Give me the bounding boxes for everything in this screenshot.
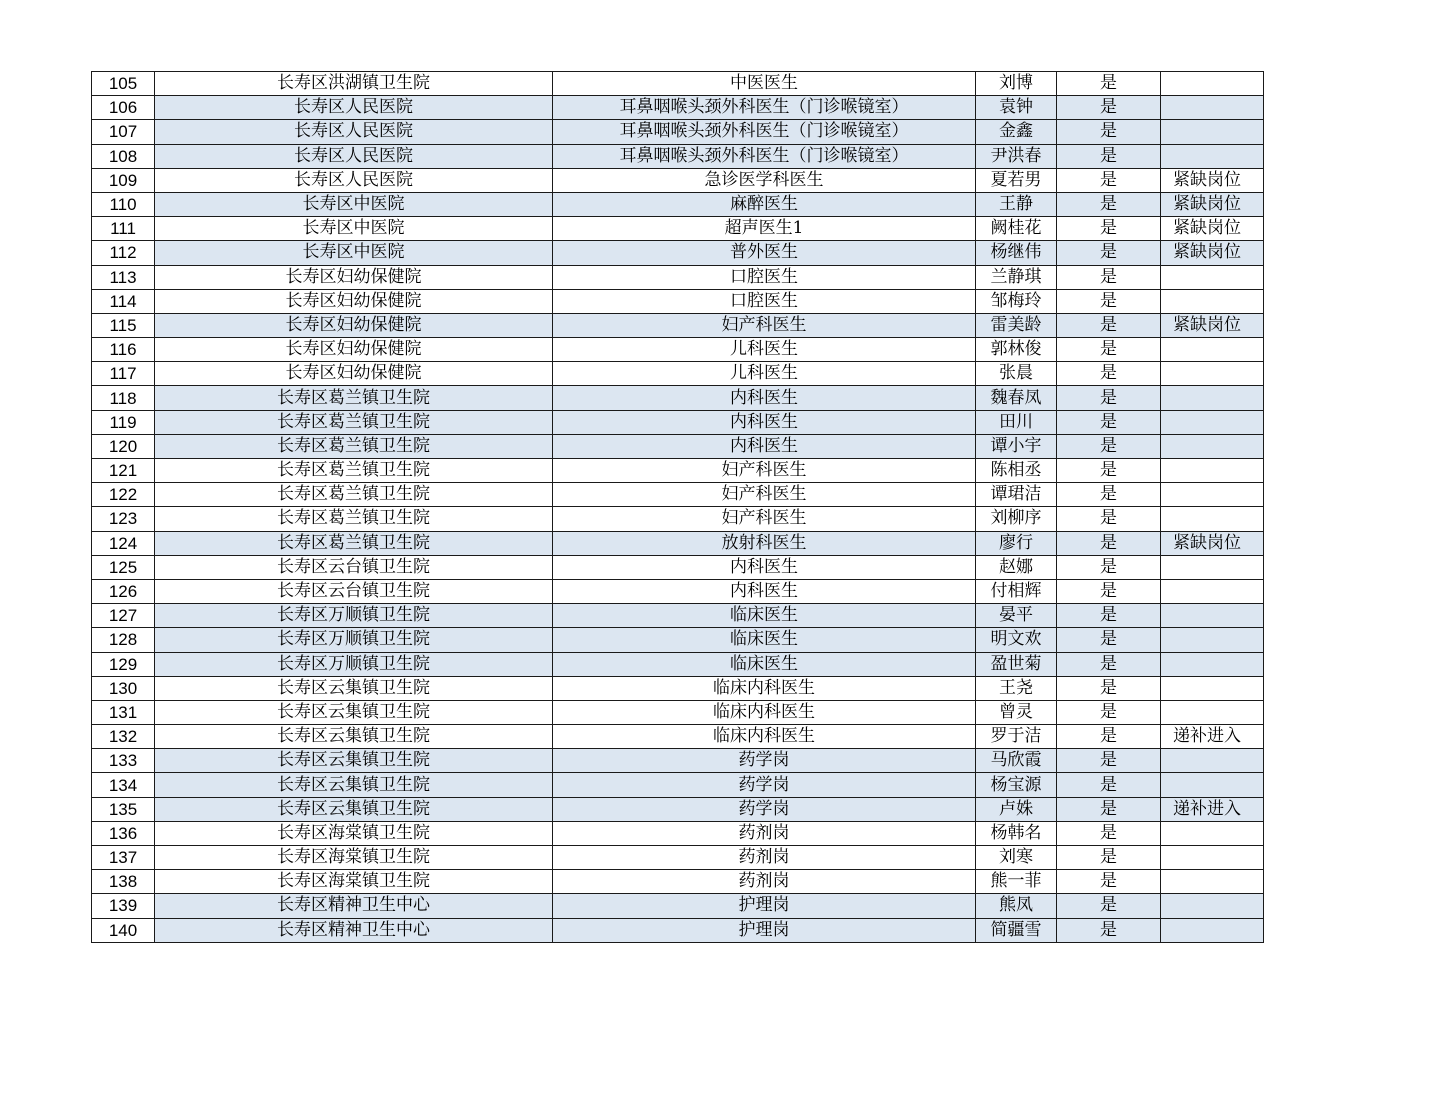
table-row	[92, 894, 1264, 918]
unit-name: 长寿区中医院	[155, 192, 553, 216]
unit-name: 长寿区葛兰镇卫生院	[155, 507, 553, 531]
table-row	[92, 725, 1264, 749]
candidate-name: 刘寒	[976, 846, 1057, 870]
pass-status: 是	[1057, 483, 1161, 507]
remark	[1161, 652, 1264, 676]
remark: 紧缺岗位	[1161, 313, 1264, 337]
post-name: 口腔医生	[553, 289, 976, 313]
remark	[1161, 918, 1264, 942]
post-name: 药剂岗	[553, 870, 976, 894]
remark: 紧缺岗位	[1161, 217, 1264, 241]
row-number: 137	[92, 846, 155, 870]
pass-status: 是	[1057, 531, 1161, 555]
table-row	[92, 749, 1264, 773]
unit-name: 长寿区人民医院	[155, 144, 553, 168]
candidate-name: 罗于洁	[976, 725, 1057, 749]
row-number: 133	[92, 749, 155, 773]
remark	[1161, 72, 1264, 96]
post-name: 临床内科医生	[553, 676, 976, 700]
table-row	[92, 628, 1264, 652]
pass-status: 是	[1057, 96, 1161, 120]
unit-name: 长寿区云集镇卫生院	[155, 700, 553, 724]
row-number: 138	[92, 870, 155, 894]
post-name: 临床医生	[553, 628, 976, 652]
remark	[1161, 289, 1264, 313]
remark	[1161, 894, 1264, 918]
candidate-name: 廖行	[976, 531, 1057, 555]
row-number: 122	[92, 483, 155, 507]
row-number: 111	[92, 217, 155, 241]
unit-name: 长寿区葛兰镇卫生院	[155, 434, 553, 458]
row-number: 114	[92, 289, 155, 313]
post-name: 护理岗	[553, 894, 976, 918]
pass-status: 是	[1057, 217, 1161, 241]
remark	[1161, 604, 1264, 628]
post-name: 口腔医生	[553, 265, 976, 289]
remark	[1161, 410, 1264, 434]
post-name: 临床医生	[553, 652, 976, 676]
post-name: 药学岗	[553, 797, 976, 821]
row-number: 126	[92, 579, 155, 603]
unit-name: 长寿区人民医院	[155, 96, 553, 120]
unit-name: 长寿区洪湖镇卫生院	[155, 72, 553, 96]
candidate-name: 刘博	[976, 72, 1057, 96]
pass-status: 是	[1057, 434, 1161, 458]
candidate-name: 夏若男	[976, 168, 1057, 192]
table-row	[92, 797, 1264, 821]
candidate-name: 熊凤	[976, 894, 1057, 918]
table-row	[92, 313, 1264, 337]
candidate-name: 田川	[976, 410, 1057, 434]
candidate-name: 杨宝源	[976, 773, 1057, 797]
pass-status: 是	[1057, 749, 1161, 773]
unit-name: 长寿区万顺镇卫生院	[155, 652, 553, 676]
unit-name: 长寿区云台镇卫生院	[155, 555, 553, 579]
table-row	[92, 700, 1264, 724]
post-name: 临床内科医生	[553, 700, 976, 724]
table-row	[92, 773, 1264, 797]
table-row	[92, 846, 1264, 870]
table-row	[92, 386, 1264, 410]
pass-status: 是	[1057, 870, 1161, 894]
pass-status: 是	[1057, 579, 1161, 603]
post-name: 药剂岗	[553, 846, 976, 870]
pass-status: 是	[1057, 362, 1161, 386]
row-number: 130	[92, 676, 155, 700]
row-number: 106	[92, 96, 155, 120]
table-row	[92, 217, 1264, 241]
pass-status: 是	[1057, 289, 1161, 313]
row-number: 115	[92, 313, 155, 337]
unit-name: 长寿区妇幼保健院	[155, 338, 553, 362]
unit-name: 长寿区云集镇卫生院	[155, 773, 553, 797]
table-row	[92, 579, 1264, 603]
remark	[1161, 870, 1264, 894]
pass-status: 是	[1057, 386, 1161, 410]
pass-status: 是	[1057, 652, 1161, 676]
row-number: 113	[92, 265, 155, 289]
remark	[1161, 120, 1264, 144]
unit-name: 长寿区葛兰镇卫生院	[155, 483, 553, 507]
pass-status: 是	[1057, 265, 1161, 289]
pass-status: 是	[1057, 507, 1161, 531]
results-table-body	[92, 72, 1264, 943]
row-number: 136	[92, 821, 155, 845]
candidate-name: 谭小宇	[976, 434, 1057, 458]
candidate-name: 谭珺洁	[976, 483, 1057, 507]
table-row	[92, 168, 1264, 192]
post-name: 耳鼻咽喉头颈外科医生（门诊喉镜室）	[553, 120, 976, 144]
remark	[1161, 386, 1264, 410]
post-name: 药学岗	[553, 749, 976, 773]
pass-status: 是	[1057, 168, 1161, 192]
candidate-name: 付相辉	[976, 579, 1057, 603]
pass-status: 是	[1057, 604, 1161, 628]
table-row	[92, 652, 1264, 676]
candidate-name: 邹梅玲	[976, 289, 1057, 313]
row-number: 124	[92, 531, 155, 555]
unit-name: 长寿区葛兰镇卫生院	[155, 410, 553, 434]
candidate-name: 晏平	[976, 604, 1057, 628]
candidate-name: 曾灵	[976, 700, 1057, 724]
candidate-name: 王尧	[976, 676, 1057, 700]
unit-name: 长寿区海棠镇卫生院	[155, 846, 553, 870]
candidate-name: 刘柳序	[976, 507, 1057, 531]
candidate-name: 阙桂花	[976, 217, 1057, 241]
table-row	[92, 96, 1264, 120]
post-name: 中医医生	[553, 72, 976, 96]
candidate-name: 尹洪春	[976, 144, 1057, 168]
row-number: 121	[92, 459, 155, 483]
remark	[1161, 821, 1264, 845]
table-row	[92, 241, 1264, 265]
row-number: 110	[92, 192, 155, 216]
candidate-name: 马欣霞	[976, 749, 1057, 773]
candidate-name: 兰静琪	[976, 265, 1057, 289]
row-number: 128	[92, 628, 155, 652]
post-name: 内科医生	[553, 386, 976, 410]
unit-name: 长寿区人民医院	[155, 168, 553, 192]
table-row	[92, 676, 1264, 700]
candidate-name: 盈世菊	[976, 652, 1057, 676]
candidate-name: 张晨	[976, 362, 1057, 386]
table-row	[92, 555, 1264, 579]
remark	[1161, 700, 1264, 724]
remark	[1161, 265, 1264, 289]
table-row	[92, 265, 1264, 289]
candidate-name: 郭林俊	[976, 338, 1057, 362]
unit-name: 长寿区葛兰镇卫生院	[155, 386, 553, 410]
pass-status: 是	[1057, 773, 1161, 797]
post-name: 放射科医生	[553, 531, 976, 555]
row-number: 131	[92, 700, 155, 724]
table-row	[92, 918, 1264, 942]
remark	[1161, 483, 1264, 507]
candidate-name: 王静	[976, 192, 1057, 216]
remark	[1161, 773, 1264, 797]
row-number: 129	[92, 652, 155, 676]
row-number: 107	[92, 120, 155, 144]
unit-name: 长寿区万顺镇卫生院	[155, 604, 553, 628]
candidate-name: 简疆雪	[976, 918, 1057, 942]
candidate-name: 雷美龄	[976, 313, 1057, 337]
candidate-name: 杨韩名	[976, 821, 1057, 845]
pass-status: 是	[1057, 313, 1161, 337]
pass-status: 是	[1057, 700, 1161, 724]
table-row	[92, 434, 1264, 458]
unit-name: 长寿区人民医院	[155, 120, 553, 144]
table-row	[92, 192, 1264, 216]
table-row	[92, 72, 1264, 96]
table-row	[92, 289, 1264, 313]
remark: 紧缺岗位	[1161, 192, 1264, 216]
remark: 紧缺岗位	[1161, 241, 1264, 265]
table-row	[92, 483, 1264, 507]
post-name: 内科医生	[553, 410, 976, 434]
candidate-name: 明文欢	[976, 628, 1057, 652]
row-number: 118	[92, 386, 155, 410]
remark: 递补进入	[1161, 725, 1264, 749]
post-name: 临床医生	[553, 604, 976, 628]
remark	[1161, 434, 1264, 458]
results-table	[91, 71, 1264, 943]
pass-status: 是	[1057, 846, 1161, 870]
post-name: 妇产科医生	[553, 507, 976, 531]
pass-status: 是	[1057, 676, 1161, 700]
candidate-name: 袁钟	[976, 96, 1057, 120]
remark	[1161, 676, 1264, 700]
unit-name: 长寿区妇幼保健院	[155, 265, 553, 289]
unit-name: 长寿区万顺镇卫生院	[155, 628, 553, 652]
remark	[1161, 555, 1264, 579]
unit-name: 长寿区云台镇卫生院	[155, 579, 553, 603]
post-name: 儿科医生	[553, 338, 976, 362]
unit-name: 长寿区中医院	[155, 241, 553, 265]
remark: 递补进入	[1161, 797, 1264, 821]
pass-status: 是	[1057, 459, 1161, 483]
post-name: 内科医生	[553, 555, 976, 579]
candidate-name: 陈相丞	[976, 459, 1057, 483]
remark	[1161, 338, 1264, 362]
pass-status: 是	[1057, 821, 1161, 845]
row-number: 119	[92, 410, 155, 434]
remark	[1161, 459, 1264, 483]
pass-status: 是	[1057, 797, 1161, 821]
post-name: 超声医生1	[553, 217, 976, 241]
pass-status: 是	[1057, 72, 1161, 96]
row-number: 112	[92, 241, 155, 265]
unit-name: 长寿区精神卫生中心	[155, 894, 553, 918]
row-number: 134	[92, 773, 155, 797]
candidate-name: 卢姝	[976, 797, 1057, 821]
unit-name: 长寿区妇幼保健院	[155, 313, 553, 337]
remark	[1161, 749, 1264, 773]
table-row	[92, 507, 1264, 531]
pass-status: 是	[1057, 120, 1161, 144]
pass-status: 是	[1057, 628, 1161, 652]
post-name: 妇产科医生	[553, 459, 976, 483]
post-name: 耳鼻咽喉头颈外科医生（门诊喉镜室）	[553, 96, 976, 120]
pass-status: 是	[1057, 555, 1161, 579]
unit-name: 长寿区海棠镇卫生院	[155, 821, 553, 845]
remark	[1161, 628, 1264, 652]
pass-status: 是	[1057, 894, 1161, 918]
post-name: 普外医生	[553, 241, 976, 265]
table-row	[92, 144, 1264, 168]
post-name: 麻醉医生	[553, 192, 976, 216]
candidate-name: 金鑫	[976, 120, 1057, 144]
post-name: 急诊医学科医生	[553, 168, 976, 192]
candidate-name: 赵娜	[976, 555, 1057, 579]
row-number: 127	[92, 604, 155, 628]
unit-name: 长寿区妇幼保健院	[155, 362, 553, 386]
table-row	[92, 338, 1264, 362]
post-name: 药剂岗	[553, 821, 976, 845]
row-number: 123	[92, 507, 155, 531]
pass-status: 是	[1057, 410, 1161, 434]
table-row	[92, 120, 1264, 144]
pass-status: 是	[1057, 144, 1161, 168]
row-number: 132	[92, 725, 155, 749]
candidate-name: 熊一菲	[976, 870, 1057, 894]
post-name: 药学岗	[553, 773, 976, 797]
post-name: 临床内科医生	[553, 725, 976, 749]
unit-name: 长寿区云集镇卫生院	[155, 797, 553, 821]
pass-status: 是	[1057, 918, 1161, 942]
table-row	[92, 604, 1264, 628]
row-number: 108	[92, 144, 155, 168]
unit-name: 长寿区妇幼保健院	[155, 289, 553, 313]
remark	[1161, 96, 1264, 120]
post-name: 护理岗	[553, 918, 976, 942]
table-row	[92, 410, 1264, 434]
table-row	[92, 362, 1264, 386]
pass-status: 是	[1057, 241, 1161, 265]
table-row	[92, 870, 1264, 894]
unit-name: 长寿区精神卫生中心	[155, 918, 553, 942]
candidate-name: 魏春凤	[976, 386, 1057, 410]
remark	[1161, 507, 1264, 531]
row-number: 105	[92, 72, 155, 96]
unit-name: 长寿区海棠镇卫生院	[155, 870, 553, 894]
post-name: 妇产科医生	[553, 313, 976, 337]
pass-status: 是	[1057, 338, 1161, 362]
post-name: 耳鼻咽喉头颈外科医生（门诊喉镜室）	[553, 144, 976, 168]
post-name: 内科医生	[553, 579, 976, 603]
remark: 紧缺岗位	[1161, 531, 1264, 555]
post-name: 内科医生	[553, 434, 976, 458]
row-number: 135	[92, 797, 155, 821]
remark	[1161, 362, 1264, 386]
unit-name: 长寿区云集镇卫生院	[155, 725, 553, 749]
row-number: 116	[92, 338, 155, 362]
pass-status: 是	[1057, 192, 1161, 216]
row-number: 109	[92, 168, 155, 192]
table-row	[92, 821, 1264, 845]
pass-status: 是	[1057, 725, 1161, 749]
remark	[1161, 144, 1264, 168]
unit-name: 长寿区葛兰镇卫生院	[155, 459, 553, 483]
remark	[1161, 846, 1264, 870]
table-row	[92, 531, 1264, 555]
row-number: 117	[92, 362, 155, 386]
row-number: 125	[92, 555, 155, 579]
row-number: 139	[92, 894, 155, 918]
remark: 紧缺岗位	[1161, 168, 1264, 192]
post-name: 妇产科医生	[553, 483, 976, 507]
unit-name: 长寿区中医院	[155, 217, 553, 241]
post-name: 儿科医生	[553, 362, 976, 386]
unit-name: 长寿区云集镇卫生院	[155, 676, 553, 700]
candidate-name: 杨继伟	[976, 241, 1057, 265]
unit-name: 长寿区云集镇卫生院	[155, 749, 553, 773]
row-number: 140	[92, 918, 155, 942]
table-row	[92, 459, 1264, 483]
unit-name: 长寿区葛兰镇卫生院	[155, 531, 553, 555]
row-number: 120	[92, 434, 155, 458]
remark	[1161, 579, 1264, 603]
